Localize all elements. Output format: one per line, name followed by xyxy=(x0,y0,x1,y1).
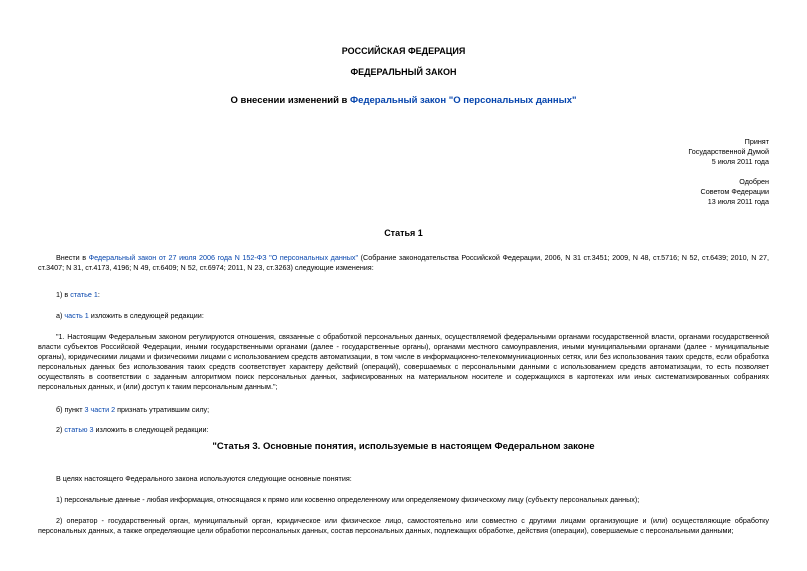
approval-line2: Советом Федерации xyxy=(700,187,769,196)
item2-prefix: 2) xyxy=(56,425,65,434)
item1 xyxy=(38,290,769,300)
approval-line1: Одобрен xyxy=(739,177,769,186)
adoption-line1: Принят xyxy=(744,137,769,146)
item2-suffix: изложить в следующей редакции: xyxy=(93,425,209,434)
article3-intro: В целях настоящего Федерального закона используются следующие основные понятия: xyxy=(56,474,352,483)
adoption-line2: Государственной Думой xyxy=(688,147,769,156)
item1-suffix: : xyxy=(97,290,100,299)
item1b xyxy=(38,405,769,415)
article1-intro xyxy=(38,253,769,273)
law-title xyxy=(0,95,807,106)
item1b-prefix: б) пункт xyxy=(56,405,85,414)
doc-type-heading: ФЕДЕРАЛЬНЫЙ ЗАКОН xyxy=(350,67,457,77)
item1a-part1-link[interactable]: часть 1 xyxy=(64,311,89,320)
intro-prefix: Внести в xyxy=(56,253,89,262)
law-title-link[interactable]: Федеральный закон "О персональных данных" xyxy=(350,95,577,106)
approval-block xyxy=(701,177,769,207)
article1-heading: Статья 1 xyxy=(384,228,423,238)
item1-prefix: 1) в xyxy=(56,290,71,299)
item1a-prefix: а) xyxy=(56,311,65,320)
item1b-suffix: признать утратившим силу; xyxy=(115,405,210,414)
item2-article3-link[interactable]: статью 3 xyxy=(64,425,94,434)
item1a-suffix: изложить в следующей редакции: xyxy=(88,311,204,320)
adoption-block xyxy=(688,137,769,167)
intro-suffix: (Собрание законодательства Российской Федерации, 2006, N 31 ст.3451; 2009, N 48, ст.5716; N 52, ст.6439; 2010, N 27, ст.3407; N 31, ст.4173, 4196; N 49, ст.6409; N 52, ст.6974; 2011, N 23, ст.3263) следующие изменения: xyxy=(38,253,769,273)
item1b-point3-link[interactable]: 3 xyxy=(84,405,89,414)
article3-heading: "Статья 3. Основные понятия, используемые в настоящем Федеральном законе xyxy=(212,441,595,452)
adoption-line3: 5 июля 2011 года xyxy=(711,157,769,166)
quote-part1: "1. Настоящим Федеральным законом регулируются отношения, связанные с обработкой персональных данных, осуществляемой федеральными органами государственной власти, органами государственной власти субъектов Российской Федерации, иными государственными органами (далее - государственные органы), органами местного самоуправления, иными муниципальными органами (далее - муниципальные органы), юридическими лицами и физическими лицами с использованием средств автоматизации, в том числе в информационно-телекоммуникационных сетях, или без использования таких средств, если обработка персональных данных без использования таких средств соответствует характеру действий (операций), совершаемых с персональными данными с использованием средств автоматизации, то есть позволяет осуществлять в соответствии с заданным алгоритмом поиск персональных данных, зафиксированных на материальном носителе и содержащихся в картотеках или иных систематизированных собраниях персональных данных, и (или) доступ к таким персональным данным."; xyxy=(38,332,769,392)
law-title-prefix: О внесении изменений в xyxy=(230,95,351,106)
definition-1: 1) персональные данные - любая информация, относящаяся к прямо или косвенно определенному или определяемому физическому лицу (субъекту персональных данных); xyxy=(56,495,640,504)
definition-2: 2) оператор - государственный орган, муниципальный орган, юридическое или физическое лицо, самостоятельно или совместно с другими лицами организующие и (или) осуществляющие обработку персональных данных, а также определяющие цели обработки персональных данных, состав персональных данных, подлежащих обработке, действия (операции), совершаемые с персональными данными; xyxy=(38,516,769,536)
item1a xyxy=(38,311,769,321)
approval-line3: 13 июля 2011 года xyxy=(707,197,769,206)
item1b-part2-link[interactable]: части 2 xyxy=(90,405,116,414)
intro-law-link[interactable]: Федеральный закон от 27 июля 2006 года N 152-ФЗ "О персональных данных" xyxy=(88,253,359,262)
country-heading: РОССИЙСКАЯ ФЕДЕРАЦИЯ xyxy=(341,46,466,56)
item2 xyxy=(38,425,769,435)
item1-article1-link[interactable]: статье 1 xyxy=(70,290,98,299)
